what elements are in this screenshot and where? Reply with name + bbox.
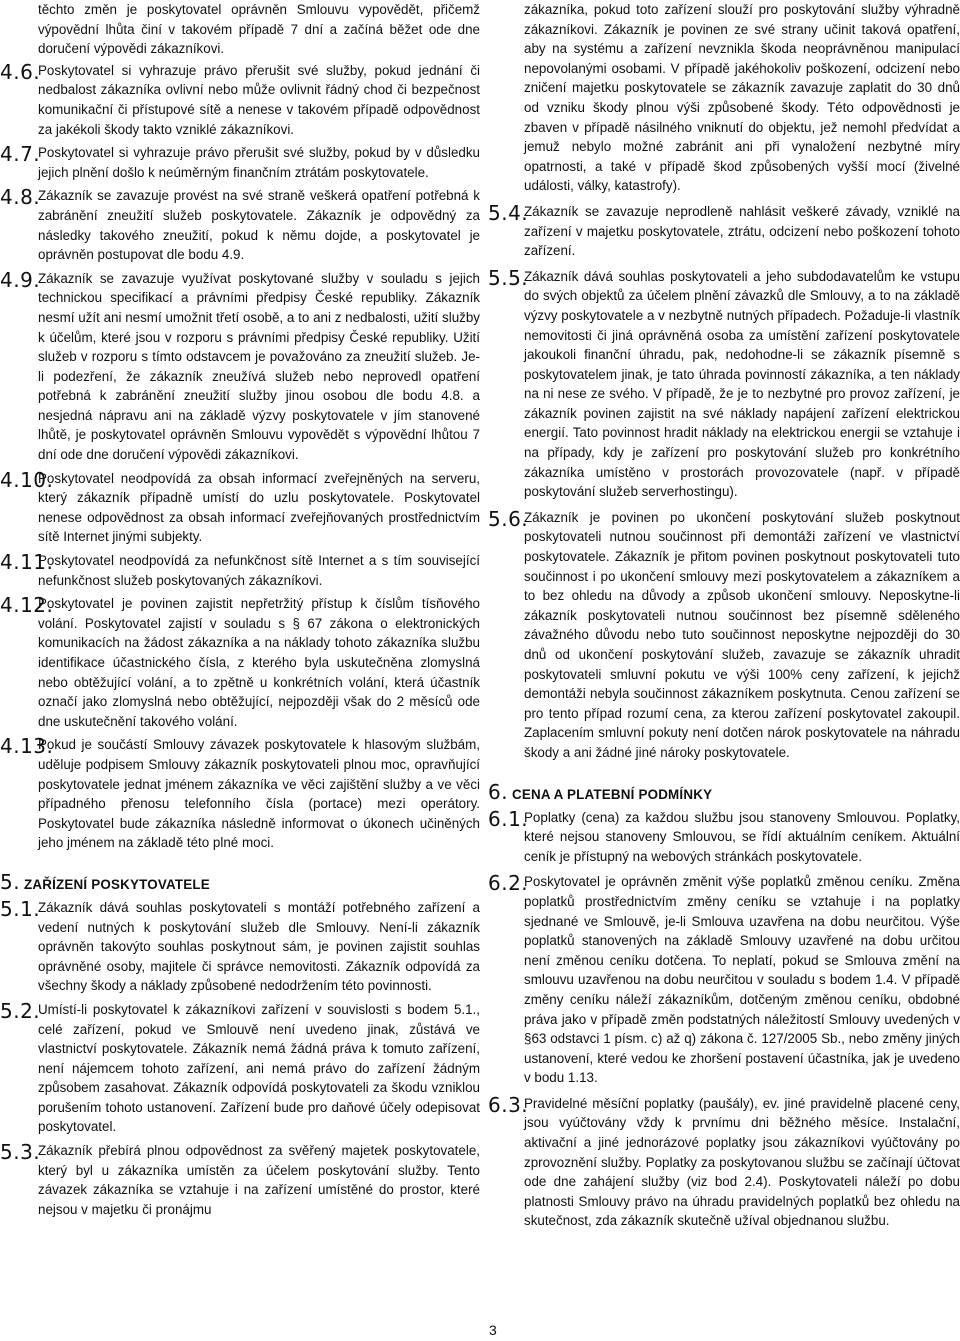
section-title: ZAŘÍZENÍ POSKYTOVATELE [24, 876, 210, 892]
clause-5-6 [488, 508, 960, 763]
clause-6-2 [488, 872, 960, 1088]
clause-4-8 [0, 186, 480, 264]
clause-text: Zákazník přebírá plnou odpovědnost za svěřený majetek poskytovatele, který byl u zákazníka umístěn za účelem poskytování služby. Tento závazek zákazníka se vztahuje i na zařízení umístěné do prostor, které nejsou v majetku či pronájmu [38, 1143, 480, 1217]
clause-4-10 [0, 469, 480, 547]
clause-text: Zákazník se zavazuje provést na své straně veškerá opatření potřebná k zabránění zneužití služeb poskytovatele. Zákazník je odpovědný za následky takového zneužití, pokud k němu dojde, a poskytovatel je oprávněn postupovat dle bodu 4.9. [38, 188, 480, 263]
clause-5-5 [488, 267, 960, 502]
clause-number: 5.3. [0, 1140, 41, 1165]
clause-4-7 [0, 143, 480, 182]
clause-number: 6.1. [488, 806, 529, 831]
clause-number: 5.1. [0, 896, 41, 921]
clause-4-11 [0, 551, 480, 590]
section-number: 6. [488, 779, 509, 804]
clause-4-6 [0, 61, 480, 139]
clause-text: Zákazník dává souhlas poskytovateli s montáží potřebného zařízení a vedení nutných k poskytování služeb dle Smlouvy. Není-li zákazník oprávněn takovýto souhlas poskytnout sám, je povinen zajistit souhlas oprávněné osoby, majitele či správce nemovitosti. Zákazník odpovídá za všechny škody a náklady způsobené nedodržením této povinnosti. [38, 899, 480, 994]
clause-text: Poskytovatel neodpovídá za obsah informací zveřejněných na serveru, který zákazník případně umístí do uzlu poskytovatele. Poskytovatel nenese odpovědnost za obsah informací zveřejňovaných prostřednictvím sítě Internet jinými subjekty. [38, 470, 480, 545]
clause-4-12 [0, 594, 480, 731]
clause-number: 6.2. [488, 871, 529, 896]
clause-number: 4.6. [0, 59, 41, 84]
clause-text: Poskytovatel si vyhrazuje právo přerušit své služby, pokud by v důsledku jejich plnění došlo k neúměrným finančním ztrátám poskytovatele. [38, 145, 480, 180]
right-column [488, 0, 960, 1231]
clause-text: Poskytovatel je oprávněn změnit výše poplatků změnou ceníku. Změna poplatků prostřednictvím změny ceníku se vztahuje i na poplatky sjednané ve Smlouvě, je-li Smlouva uzavřena na dobu neurčitou. Výše poplatků stanovených na základě Smlouvy uzavřené na dobu určitou není změnou ceníku dotčena. To neplatí, pokud se Smlouva změní na smlouvu uzavřenou na dobu neurčitou v souladu s bodem 1.4. V případě změny ceníku náleží zákazníkům, dotčeným změnou ceníku, obdobné práva jako v případě změn podstatných náležitostí Smlouvy uvedených v §63 odstavci 1 písm. c) až q) zákona č. 127/2005 Sb., nebo změny jiných ustanovení, které vedou ke zhoršení postavení účastníka, jak je uvedeno v bodu 1.13. [524, 874, 960, 1086]
left-column [0, 0, 480, 1219]
clause-5-4 [488, 202, 960, 261]
clause-number: 4.11. [0, 550, 54, 575]
clause-text: Pokud je součástí Smlouvy závazek poskytovatele k hlasovým službám, uděluje podpisem Smlouvy zákazník poskytovateli plnou moc, opravňující poskytovatele jednat jménem zákazníka ve věci zajištění služby a ve věci případného přenosu telefonního čísla (portace) mezi operátory. Poskytovatel bude zákazníka následně informovat o úkonech učiněných jeho jménem na základě této plné moci. [38, 737, 480, 851]
section-number: 5. [0, 869, 21, 894]
clause-text: Umístí-li poskytovatel k zákazníkovi zařízení v souvislosti s bodem 5.1., celé zařízení, pokud ve Smlouvě není uvedeno jinak, zůstává ve vlastnictví poskytovatele. Zákazník nemá žádná práva k tomuto zařízení, není nájemcem tohoto zařízení, ani nemá právo do zařízení žádným způsobem zasahovat. Zákazník odpovídá poskytovateli za škodu vzniklou porušením tohoto ustanovení. Zařízení bude pro daňové účely odepisovat poskytovatel. [38, 1001, 480, 1135]
section-5-heading [0, 871, 480, 892]
clause-5-2 [0, 1000, 480, 1137]
clause-text: Pravidelné měsíční poplatky (paušály), ev. jiné pravidelně placené ceny, jsou vyúčtovány vždy k prvnímu dni běžného měsíce. Instalační, aktivační a jiné jednorázové poplatky jsou zákazníkovi vyúčtovány po zprovoznění služby. Poplatky za poskytovanou službu se začínají účtovat ode dne zahájení služby (viz bod 2.4). Poskytovateli náleží po dobu platnosti Smlouvy právo na úhradu pravidelných poplatků bez ohledu na skutečnost, zda zákazník skutečně užíval objednanou službu. [524, 1095, 960, 1229]
clause-number: 5.4. [488, 200, 529, 225]
continued-paragraph: zákazníka, pokud toto zařízení slouží pro poskytování služby výhradně zákazníkovi. Zákazník je povinen ze své strany učinit taková opatření, aby na systému a zařízení nevznikla škoda neoprávněnou manipulací nepovolanými osobami. V případě jakéhokoliv poškození, odcizení nebo zničení majetku poskytovatele se zákazník zavazuje zaplatit do 30 dnů od vzniku škody plnou výši způsobené škody. Této odpovědnosti je zbaven v případě násilného vniknutí do objektu, jež nemohl předvídat a jemuž nebylo možné zabránit ani při vynaložení nezbytné míry opatrnosti, a také v případě škod způsobených vyšší mocí (živelné události, války, katastrofy). [524, 2, 960, 194]
clause-4-13 [0, 735, 480, 853]
clause-number: 4.8. [0, 185, 41, 210]
continued-paragraph: těchto změn je poskytovatel oprávněn Smlouvu vypovědět, přičemž výpovědní lhůta činí v takovém případě 7 dní a začíná běžet ode dne doručení výpovědi zákazníkovi. [38, 2, 480, 57]
clause-4-9 [0, 269, 480, 465]
clause-text: Zákazník se zavazuje využívat poskytované služby v souladu s jejich technickou specifikací a právními předpisy České republiky. Zákazník nesmí užít ani nesmí umožnit třetí osobě, a to ani z nedbalosti, užití služby k účelům, které jsou v rozporu s právními předpisy České republiky. Užití služeb v rozporu s tímto odstavcem je považováno za zneužití služeb. Je-li podezření, že zákazník zneužívá služeb nebo neprovedl opatření potřebná k zabránění zneužití služby jinou osobou dle bodu 4.8. a nesjedná nápravu ani na základě výzvy poskytovatele v jím stanovené lhůtě, je poskytovatel oprávněn Smlouvu vypovědět s výpovědní lhůtou 7 dní ode dne doručení výpovědi zákazníkovi. [38, 270, 480, 463]
clause-number: 4.9. [0, 267, 41, 292]
clause-text: Poskytovatel je povinen zajistit nepřetržitý přístup k číslům tísňového volání. Poskytovatel zajistí v souladu s § 67 zákona o elektronických komunikacích na žádost zákazníka a na náklady tohoto zákazníka službu identifikace účastnického čísla, z kterého byla uskutečněna zlomyslná nebo obtěžující volání, a to zpětně u konkrétních volání, která účastník označí jako zlomyslná nebo obtěžující, nejpozději však do 2 měsíců ode dne uskutečnění takového volání. [38, 596, 480, 729]
clause-text: Zákazník dává souhlas poskytovateli a jeho subdodavatelům ke vstupu do svých objektů za účelem plnění závazků dle Smlouvy, a to na základě výzvy poskytovatele a v nezbytně nutných případech. Požaduje-li vlastník nemovitosti či jiná oprávněná osoba za umístění zařízení poskytovatele jakoukoli finanční úhradu, pak, nedohodne-li se zákazník písemně s poskytovatelem jinak, je tato úhrada povinností zákazníka, a ten náklady na ni nese ze svého. V případě, že je to nezbytné pro provoz zařízení, je zákazník povinen zajistit na své náklady napájení zařízení elektrickou energií. Tato povinnost hradit náklady na elektrickou energii se vztahuje i na případy, kdy je zařízení pro poskytování služeb pro konkrétního zákazníka umístěno v prostorách provozovatele (např. v případě poskytování služeb serverhostingu). [524, 268, 960, 500]
clause-text: Poskytovatel neodpovídá za nefunkčnost sítě Internet a s tím související nefunkčnost služeb poskytovaných zákazníkovi. [38, 553, 480, 588]
clause-text: Poplatky (cena) za každou službu jsou stanoveny Smlouvou. Poplatky, které nejsou stanoveny Smlouvou, se řídí aktuálním ceníkem. Aktuální ceník je přístupný na webových stránkách poskytovatele. [524, 809, 960, 864]
clause-text: Poskytovatel si vyhrazuje právo přerušit své služby, pokud jednání či nedbalost zákazníka ovlivní nebo může ovlivnit řádný chod či bezpečnost komunikační či přístupové sítě a nenese v takovém případě odpovědnost za jakékoli škody takto vzniklé zákazníkovi. [38, 62, 480, 137]
clause-number: 4.12. [0, 593, 54, 618]
clause-text: Zákazník se zavazuje neprodleně nahlásit veškeré závady, vzniklé na zařízení v majetku poskytovatele, ztrátu, odcizení nebo poškození tohoto zařízení. [524, 203, 960, 259]
section-title: CENA A PLATEBNÍ PODMÍNKY [512, 786, 713, 802]
section-6-heading [488, 781, 960, 802]
clause-number: 6.3. [488, 1092, 529, 1117]
clause-number: 4.10. [0, 467, 54, 492]
page-number: 3 [489, 1322, 497, 1338]
clause-number: 4.7. [0, 142, 41, 167]
clause-number: 5.6. [488, 506, 529, 531]
clause-5-1 [0, 898, 480, 996]
clause-6-1 [488, 808, 960, 867]
clause-number: 5.5. [488, 265, 529, 290]
clause-number: 5.2. [0, 998, 41, 1023]
clause-text: Zákazník je povinen po ukončení poskytování služeb poskytnout poskytovateli nutnou součinnost při demontáži zařízení ve vlastnictví poskytovatele. Zákazník je přitom povinen poskytnout poskytovateli tuto součinnost i po ukončení smlouvy mezi poskytovatelem a zákazníkem a to bez ohledu na důvody a způsob ukončení smlouvy. Neposkytne-li zákazník poskytovateli nutnou součinnost bez písemně sděleného závažného důvodu nebo tuto součinnost neposkytne nejpozději do 30 dnů od ukončení poskytování služeb, zavazuje se zákazník uhradit poskytovateli smluvní pokutu ve výši 100% ceny zařízení, k jejichž demontáži nebyla součinnost zákazníkem poskytnuta. Cenou zařízení se pro tento případ rozumí cena, za kterou zařízení poskytovatel zakoupil. Zaplacením smluvní pokuty není dotčen nárok poskytovatele na náhradu škody a ani žádné jiné nároky poskytovatele. [524, 509, 960, 760]
clause-5-3 [0, 1141, 480, 1219]
clause-number: 4.13. [0, 734, 54, 759]
clause-6-3 [488, 1094, 960, 1231]
